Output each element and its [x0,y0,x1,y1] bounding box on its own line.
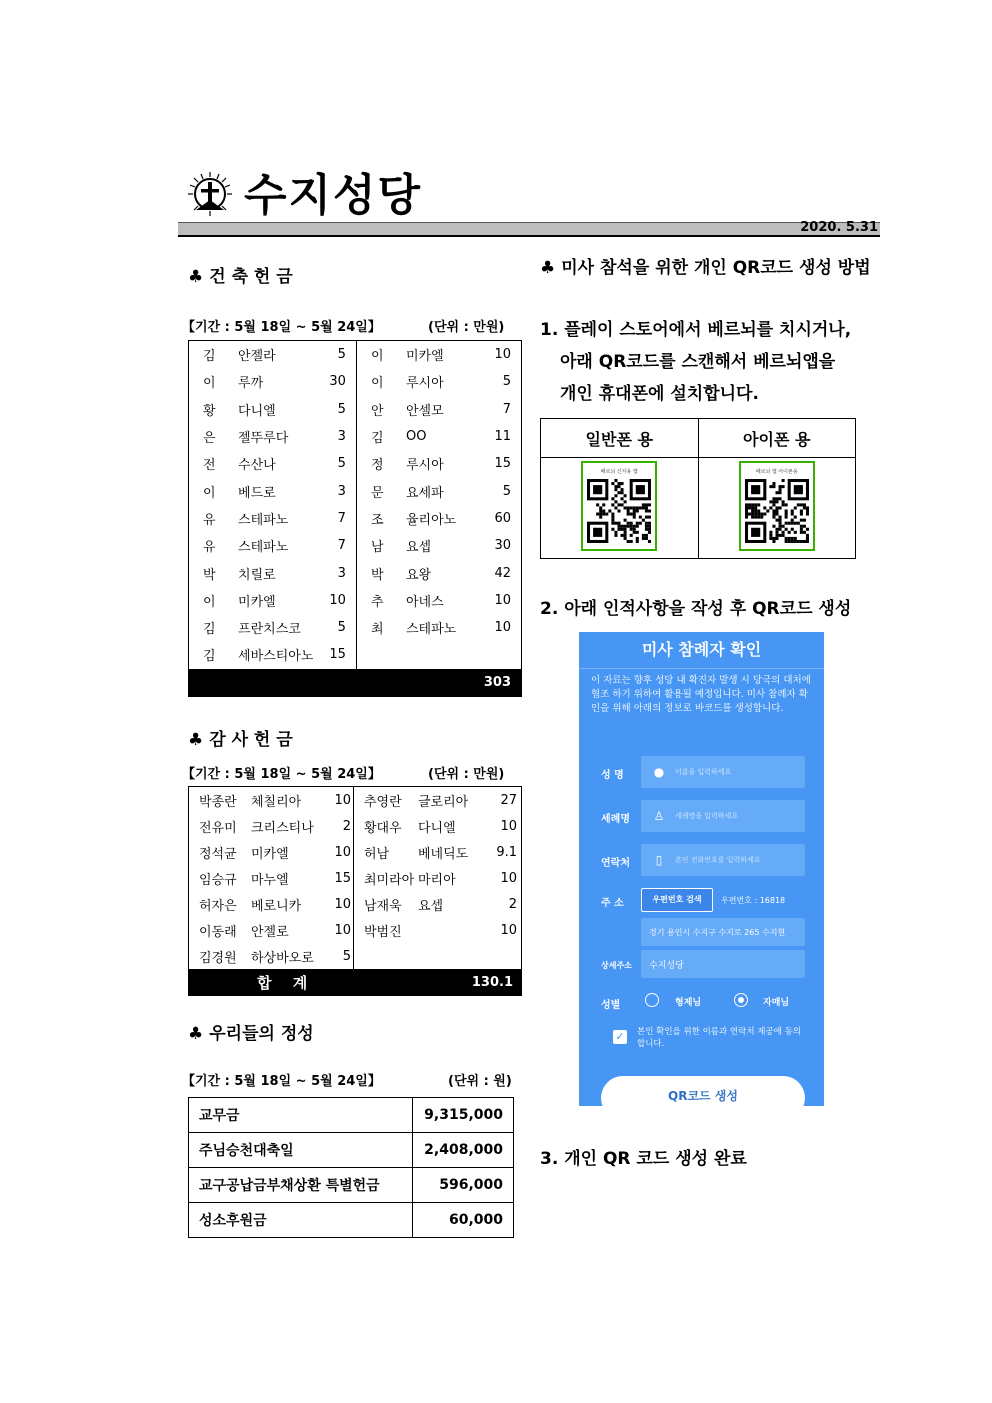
donor-surname: 문 [356,477,406,504]
building-fund-period: 【기간 : 5월 18일 ~ 5월 24일】 [182,320,381,335]
offerings-unit: (단위 : 원) [448,1074,512,1089]
offering-amount: 9,315,000 [413,1098,514,1133]
baptismal-placeholder: 세례명을 입력하세요 [675,812,739,820]
donation-amount: 11 [494,429,511,445]
baptismal-name: 베로니카 [251,898,302,914]
android-label: 일반폰 용 [541,419,699,458]
donation-amount: 5 [502,483,511,499]
android-qr-caption: 베르뇌 신자용 앱 [600,469,638,475]
donation-amount: 7 [337,510,346,526]
donor-surname: 정 [356,450,406,477]
total-row [189,969,522,996]
table-row [189,532,522,559]
donor-name [406,641,483,668]
donor-name: 요세파 [405,485,444,501]
donor-name: 프란치스코 [238,622,301,638]
total-label: 합 계 [189,969,354,996]
donation-amount: 5 [337,456,346,472]
detail-address-value: 수지성당 [649,961,684,971]
table-row [189,505,522,532]
offerings-table [188,1097,514,1238]
address-field[interactable] [641,918,805,946]
baptismal-name: 베네딕도 [418,846,469,862]
thanks-fund-unit: (단위 : 만원) [428,767,505,782]
postcode-value: 우편번호 : 16818 [721,896,786,905]
donor-name: 스테파노 [238,512,289,528]
header-bar [178,222,880,237]
offering-amount: 596,000 [413,1168,514,1203]
name-placeholder: 이름을 입력하세요 [675,768,732,776]
consent-checkbox[interactable]: ✓ [613,1030,627,1044]
donation-amount: 2 [342,818,351,834]
donation-amount: 10 [494,592,511,608]
donation-amount: 10 [500,818,517,834]
building-fund-unit: (단위 : 만원) [428,320,505,335]
thanks-fund-table [188,786,522,996]
baptismal-name: 마누엘 [251,872,289,888]
donor-name: 스테파노 [238,540,289,556]
donor-name: 안젤라 [238,349,276,365]
baptismal-name: 하상바오로 [251,950,314,966]
donation-amount: 10 [334,844,351,860]
offering-amount: 60,000 [413,1203,514,1238]
donation-amount: 10 [500,870,517,886]
table-row [189,787,522,814]
donation-amount: 60 [494,510,511,526]
donation-amount: 27 [500,792,517,808]
donor-name: 안셀모 [405,403,444,419]
qr-code-icon [587,479,651,543]
donor-surname: 이 [203,594,216,610]
donation-amount: 5 [337,401,346,417]
name-field[interactable] [641,756,805,788]
android-qr-code[interactable] [581,461,657,551]
table-row [189,1133,514,1168]
table-row [189,423,522,450]
donor-surname: 김 [203,649,216,665]
baptismal-name: 안젤로 [251,924,289,940]
address-value: 경기 용인시 수지구 수지로 265 수지현 [649,928,786,937]
donor-surname: 최 [356,614,406,641]
donation-amount [483,641,522,668]
donation-amount: 3 [337,483,346,499]
donor-name: 박종란 [199,794,237,810]
bulletin-date: 2020. 5.31 [800,220,878,235]
donor-surname: 박 [356,559,406,586]
donor-name: 임승규 [199,872,237,888]
donation-amount: 5 [342,948,351,964]
building-fund-table [188,340,522,697]
donor-surname: 유 [203,540,216,556]
donor-name: 다니엘 [238,403,276,419]
contact-label: 연락처 [601,858,630,869]
radio-selected-dot [738,997,744,1003]
step2-text: 2. 아래 인적사항을 작성 후 QR코드 생성 [540,599,852,619]
donation-amount: 3 [337,565,346,581]
app-description: 이 자료는 향후 성당 내 확진자 발생 시 당국의 대처에 협조 하기 위하여 활용될 예정입니다. 미사 참례자 확인을 위해 아래의 정보로 바코드를 생성합니다. [591,675,811,714]
thanks-fund-heading: ♣ 감 사 헌 금 [188,730,293,750]
qr-guide-heading: ♣ 미사 참석을 위한 개인 QR코드 생성 방법 [540,258,871,278]
donor-surname: 황 [203,403,216,419]
club-icon: ♣ [188,267,204,287]
donation-amount: 15 [334,870,351,886]
donor-surname: 이 [203,376,216,392]
donor-surname: 이 [356,368,406,395]
table-row [189,477,522,504]
baptismal-name: 마리아 [418,872,456,888]
donation-amount: 10 [494,620,511,636]
baptismal-name: 체칠리아 [251,794,302,810]
iphone-label: 아이폰 용 [698,419,856,458]
donation-amount: 5 [337,347,346,363]
donation-amount: 5 [502,374,511,390]
donor-surname: 김 [203,349,216,365]
generate-qr-button[interactable]: QR코드 생성 [601,1076,805,1106]
building-fund-total: 303 [189,669,522,697]
donation-amount: 30 [494,538,511,554]
donation-amount: 10 [500,922,517,938]
donor-name: 젤뚜루다 [238,431,289,447]
table-row [189,839,522,865]
donor-name: 베드로 [238,485,276,501]
step1-line2: 아래 QR코드를 스캔해서 베르뇌앱을 [560,352,836,372]
detail-address-label: 상세주소 [601,961,632,970]
table-row [189,1203,514,1238]
donation-amount: 9.1 [496,844,517,860]
step1-line3: 개인 휴대폰에 설치합니다. [560,384,759,404]
table-row [189,865,522,891]
donor-name: 루시아 [405,376,444,392]
donor-name: 미카엘 [238,594,276,610]
donor-surname: 안 [356,396,406,423]
donor-name: 황대우 [354,813,419,839]
offering-label: 주님승천대축일 [189,1133,413,1168]
donor-name: 허남 [354,839,419,865]
offering-label: 성소후원금 [189,1203,413,1238]
baptismal-name: 글로리아 [418,794,469,810]
donation-amount: 42 [494,565,511,581]
name-label: 성 명 [601,770,624,781]
donor-name: 이동래 [199,924,237,940]
postcode-search-button[interactable]: 우편번호 검색 [641,888,713,912]
gender-label: 성별 [601,1000,621,1011]
donor-name: 루시아 [405,458,444,474]
donor-name: 치릴로 [238,567,276,583]
total-row [189,669,522,697]
contact-field[interactable] [641,844,805,876]
donor-surname: 추 [356,587,406,614]
app-qr-table [540,418,856,559]
baptismal-field[interactable] [641,800,805,832]
contact-placeholder: 본인 전화번호를 입력하세요 [675,856,761,864]
table-row [189,587,522,614]
donor-name: 미카엘 [405,349,444,365]
donation-amount: 10 [334,792,351,808]
address-label: 주 소 [601,898,624,909]
table-row [189,813,522,839]
qr-code-icon [745,479,809,543]
donor-name: OO [405,429,427,445]
table-row [189,891,522,917]
donor-name: 루까 [238,376,264,392]
donor-surname: 박 [203,567,216,583]
iphone-qr-code[interactable] [739,461,815,551]
table-row [189,1098,514,1133]
donor-name: 추영란 [354,787,419,814]
donor-name: 요셉 [405,540,432,556]
club-icon: ♣ [188,730,204,750]
step3-text: 3. 개인 QR 코드 생성 완료 [540,1149,747,1169]
thanks-fund-total: 130.1 [354,969,522,996]
person-icon: ● [653,765,665,779]
donor-surname: 김 [356,423,406,450]
table-row [189,559,522,586]
donation-amount: 2 [508,896,517,912]
donation-amount: 15 [494,456,511,472]
baptismal-name: 크리스티나 [251,820,314,836]
donation-amount: 10 [334,922,351,938]
table-row [189,943,522,969]
donor-name: 요왕 [405,567,432,583]
building-fund-heading: ♣ 건 축 헌 금 [188,267,293,287]
gender-male-label: 형제님 [675,998,702,1008]
donor-name: 박범진 [354,917,419,943]
donor-surname: 이 [203,485,216,501]
offering-amount: 2,408,000 [413,1133,514,1168]
table-row [189,368,522,395]
table-row [189,341,522,369]
baptismal-name: 요셉 [418,898,444,914]
donor-surname: 유 [203,512,216,528]
male-radio[interactable] [645,993,659,1007]
consent-text: 본인 확인을 위한 이름과 연락처 제공에 동의 합니다. [637,1027,802,1049]
iphone-qr-caption: 베르뇌 앱 아이폰용 [755,469,798,475]
app-title: 미사 참례자 확인 [579,632,824,669]
donor-surname: 전 [203,458,216,474]
baptismal-label: 세례명 [601,814,630,825]
donor-name: 허자은 [199,898,237,914]
donor-surname: 조 [356,505,406,532]
baptismal-name: 다니엘 [418,820,456,836]
donation-amount: 10 [329,592,346,608]
table-row [189,1168,514,1203]
female-radio[interactable] [734,993,748,1007]
donation-amount: 7 [502,401,511,417]
donation-amount: 5 [337,620,346,636]
parish-title: 수지성당 [244,170,423,221]
donor-surname: 이 [356,341,406,369]
donor-surname: 은 [203,431,216,447]
donor-name: 세바스티아노 [238,649,314,665]
thanks-fund-period: 【기간 : 5월 18일 ~ 5월 24일】 [182,767,381,782]
step1-line1: 1. 플레이 스토어에서 베르뇌를 치시거나, [540,320,852,340]
table-row [189,917,522,943]
club-icon: ♣ [188,1024,204,1044]
donor-name: 남재욱 [354,891,419,917]
offering-label: 교구공납금부채상환 특별헌금 [189,1168,413,1203]
donation-amount: 10 [494,347,511,363]
donor-name: 스테파노 [405,622,457,638]
baptismal-name [418,943,494,969]
offerings-heading: ♣ 우리들의 정성 [188,1024,314,1044]
donation-amount [494,943,522,969]
donation-amount: 15 [329,647,346,663]
donor-name: 전유미 [199,820,237,836]
donor-name: 율리아노 [405,512,457,528]
gender-female-label: 자매님 [763,998,790,1008]
baptismal-name [418,917,494,943]
detail-address-field[interactable] [641,950,805,978]
donor-surname [356,641,406,668]
phone-icon: ▯ [655,853,663,867]
offering-label: 교무금 [189,1098,413,1133]
donor-surname: 남 [356,532,406,559]
donor-surname: 김 [203,622,216,638]
table-row [189,641,522,668]
table-row [189,614,522,641]
user-badge-icon: ♙ [653,809,665,823]
table-row [189,396,522,423]
donor-name: 김경원 [199,950,237,966]
offerings-period: 【기간 : 5월 18일 ~ 5월 24일】 [182,1074,381,1089]
donor-name [354,943,419,969]
donor-name: 아네스 [405,594,444,610]
donation-amount: 30 [329,374,346,390]
parish-logo-icon [186,170,234,218]
table-row [189,450,522,477]
club-icon: ♣ [540,258,556,278]
donor-name: 최미라아 [354,865,419,891]
baptismal-name: 미카엘 [251,846,289,862]
donation-amount: 10 [334,896,351,912]
donation-amount: 7 [337,538,346,554]
donation-amount: 3 [337,429,346,445]
donor-name: 정석균 [199,846,237,862]
donor-name: 수산나 [238,458,276,474]
app-screenshot [579,632,824,1106]
